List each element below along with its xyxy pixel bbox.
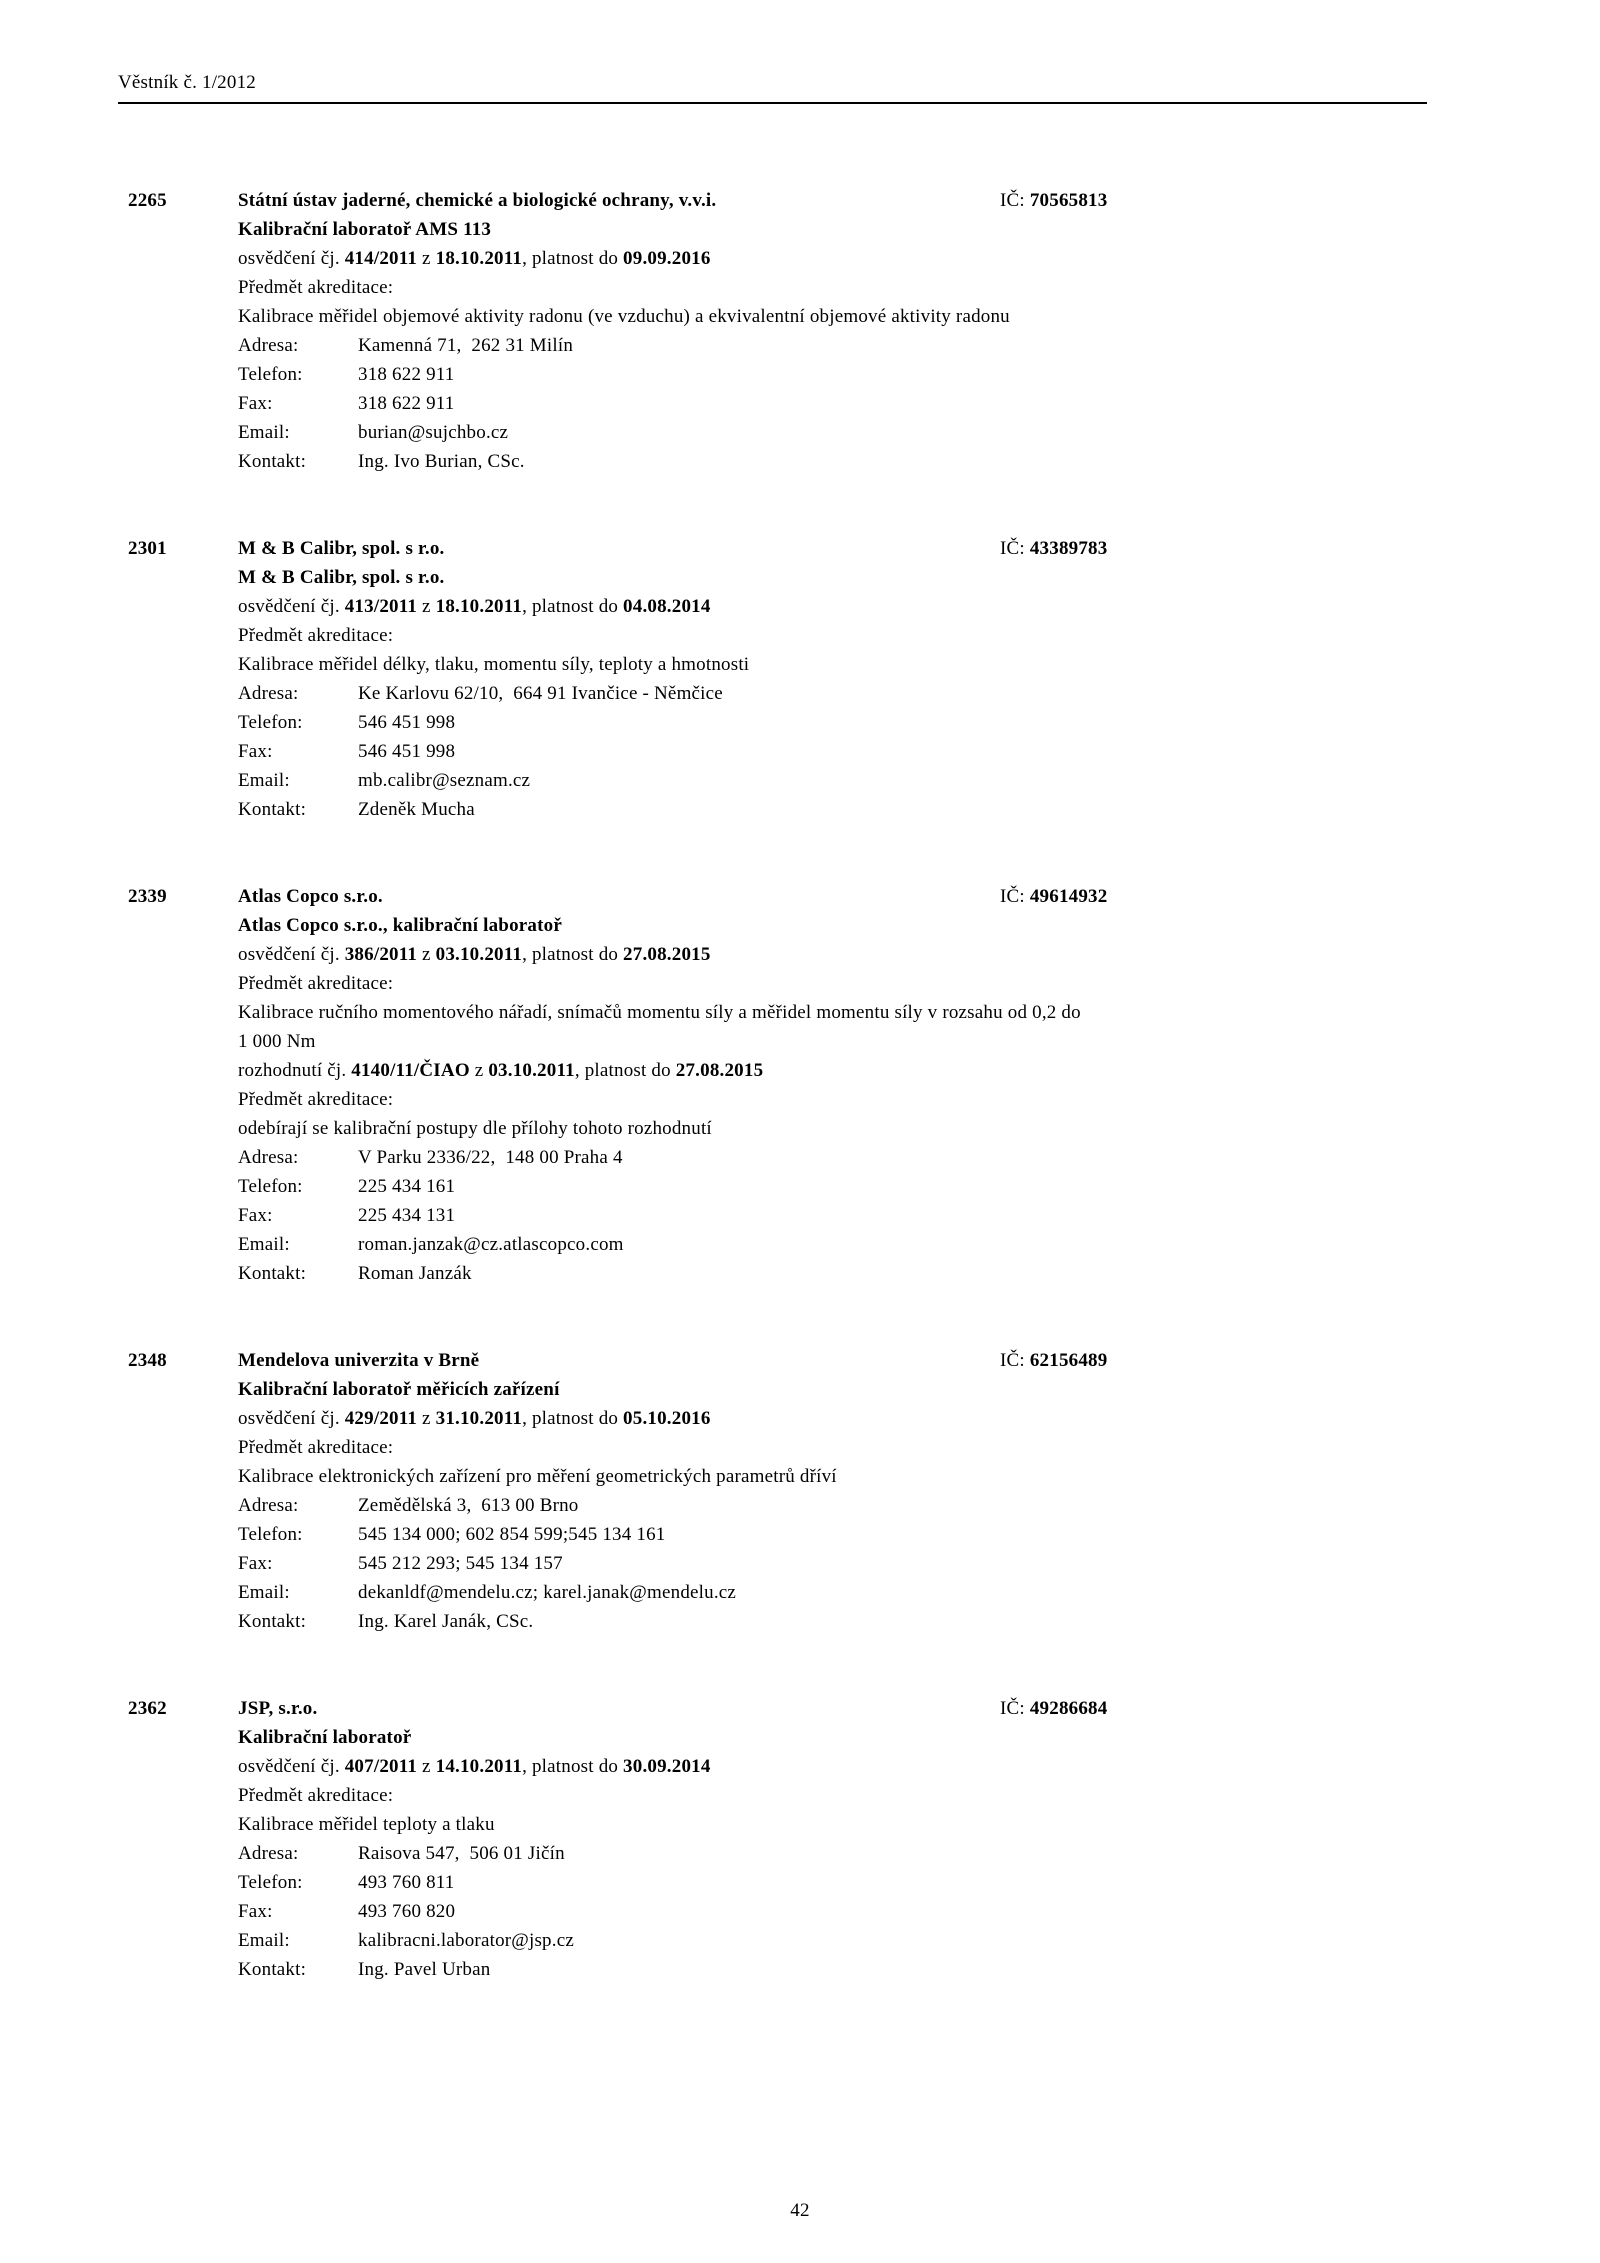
certificate-line bbox=[238, 592, 1488, 621]
detail-row bbox=[238, 1230, 1488, 1259]
subject-lines bbox=[238, 1462, 1488, 1491]
cert-number: 429/2011 bbox=[344, 1408, 418, 1429]
detail-value: 545 212 293; 545 134 157 bbox=[358, 1553, 563, 1574]
organization-name: Atlas Copco s.r.o. bbox=[238, 886, 383, 907]
detail-label: Adresa: bbox=[238, 683, 299, 704]
detail-label: Fax: bbox=[238, 741, 273, 762]
certificate-line bbox=[238, 1404, 1488, 1433]
cert-connector-z: z bbox=[417, 1408, 436, 1429]
detail-value: 545 134 000; 602 854 599;545 134 161 bbox=[358, 1524, 666, 1545]
registry-entry bbox=[128, 1346, 1488, 1636]
certificates bbox=[238, 1404, 1488, 1491]
cert-date: 18.10.2011 bbox=[435, 248, 523, 269]
registry-entry bbox=[128, 882, 1488, 1288]
detail-value: 546 451 998 bbox=[358, 741, 456, 762]
ic-value: 49614932 bbox=[1029, 886, 1108, 907]
detail-row bbox=[238, 418, 1488, 447]
detail-value: Roman Janzák bbox=[358, 1263, 472, 1284]
detail-value: 225 434 131 bbox=[358, 1205, 456, 1226]
cert-connector-z: z bbox=[417, 596, 436, 617]
entry-id: 2265 bbox=[128, 190, 167, 211]
detail-row bbox=[238, 1259, 1488, 1288]
detail-value: roman.janzak@cz.atlascopco.com bbox=[358, 1234, 624, 1255]
cert-prefix: osvědčení čj. bbox=[238, 248, 345, 269]
company-id bbox=[1000, 882, 1107, 911]
subject-lines bbox=[238, 302, 1488, 331]
detail-row bbox=[238, 1143, 1488, 1172]
page-header bbox=[118, 68, 1427, 104]
ic-label: IČ: bbox=[1000, 1350, 1030, 1371]
ic-value: 43389783 bbox=[1029, 538, 1108, 559]
registry-entry bbox=[128, 534, 1488, 824]
subject-line: Kalibrace ručního momentového nářadí, snímačů momentu síly a měřidel momentu síly v rozsahu od 0,2 do bbox=[238, 1002, 1081, 1023]
cert-number: 4140/11/ČIAO bbox=[351, 1060, 470, 1081]
detail-row bbox=[238, 1839, 1488, 1868]
cert-number: 414/2011 bbox=[344, 248, 418, 269]
detail-label: Email: bbox=[238, 422, 290, 443]
company-id bbox=[1000, 534, 1107, 563]
cert-date: 14.10.2011 bbox=[435, 1756, 523, 1777]
subject-lines bbox=[238, 998, 1488, 1056]
certificates bbox=[238, 592, 1488, 679]
detail-value: Ing. Ivo Burian, CSc. bbox=[358, 451, 525, 472]
detail-value: Ing. Karel Janák, CSc. bbox=[358, 1611, 534, 1632]
ic-label: IČ: bbox=[1000, 886, 1030, 907]
header-title: Věstník č. 1/2012 bbox=[118, 72, 256, 93]
company-id bbox=[1000, 186, 1107, 215]
subject-line: Kalibrace elektronických zařízení pro měření geometrických parametrů dříví bbox=[238, 1466, 837, 1487]
detail-value: V Parku 2336/22, 148 00 Praha 4 bbox=[358, 1147, 623, 1168]
detail-row bbox=[238, 1172, 1488, 1201]
cert-number: 386/2011 bbox=[344, 944, 418, 965]
detail-row bbox=[238, 1520, 1488, 1549]
detail-value: burian@sujchbo.cz bbox=[358, 422, 509, 443]
certificate-line bbox=[238, 940, 1488, 969]
detail-row bbox=[238, 737, 1488, 766]
detail-row bbox=[238, 708, 1488, 737]
detail-row bbox=[238, 1926, 1488, 1955]
detail-value: Ing. Pavel Urban bbox=[358, 1959, 491, 1980]
ic-label: IČ: bbox=[1000, 1698, 1030, 1719]
detail-label: Kontakt: bbox=[238, 1959, 307, 1980]
detail-row bbox=[238, 795, 1488, 824]
cert-connector-z: z bbox=[417, 248, 436, 269]
detail-value: Zemědělská 3, 613 00 Brno bbox=[358, 1495, 579, 1516]
ic-value: 62156489 bbox=[1029, 1350, 1108, 1371]
certificate-line bbox=[238, 1752, 1488, 1781]
certificate-line bbox=[238, 1056, 1488, 1085]
detail-row bbox=[238, 1607, 1488, 1636]
cert-valid-until: 05.10.2016 bbox=[623, 1408, 711, 1429]
cert-connector-validity: , platnost do bbox=[522, 248, 624, 269]
subject-line: 1 000 Nm bbox=[238, 1031, 316, 1052]
detail-row bbox=[238, 360, 1488, 389]
detail-label: Telefon: bbox=[238, 364, 303, 385]
ic-label: IČ: bbox=[1000, 538, 1030, 559]
detail-value: 493 760 820 bbox=[358, 1901, 456, 1922]
laboratory-name: Kalibrační laboratoř AMS 113 bbox=[238, 219, 492, 240]
detail-value: 318 622 911 bbox=[358, 393, 455, 414]
cert-prefix: osvědčení čj. bbox=[238, 596, 345, 617]
cert-prefix: rozhodnutí čj. bbox=[238, 1060, 352, 1081]
subject-label: Předmět akreditace: bbox=[238, 1437, 394, 1458]
certificate-block bbox=[238, 1404, 1488, 1491]
detail-row bbox=[238, 1201, 1488, 1230]
detail-label: Adresa: bbox=[238, 1843, 299, 1864]
cert-connector-z: z bbox=[417, 944, 436, 965]
certificate-block bbox=[238, 1056, 1488, 1143]
detail-label: Kontakt: bbox=[238, 1611, 307, 1632]
detail-label: Fax: bbox=[238, 1553, 273, 1574]
detail-row bbox=[238, 331, 1488, 360]
detail-label: Email: bbox=[238, 770, 290, 791]
detail-value: kalibracni.laborator@jsp.cz bbox=[358, 1930, 574, 1951]
certificate-block bbox=[238, 1752, 1488, 1839]
detail-label: Telefon: bbox=[238, 1872, 303, 1893]
laboratory-name: Kalibrační laboratoř bbox=[238, 1727, 412, 1748]
certificates bbox=[238, 244, 1488, 331]
detail-value: 493 760 811 bbox=[358, 1872, 455, 1893]
entry-id: 2339 bbox=[128, 886, 167, 907]
detail-label: Fax: bbox=[238, 393, 273, 414]
cert-connector-validity: , platnost do bbox=[522, 596, 624, 617]
cert-date: 03.10.2011 bbox=[435, 944, 523, 965]
detail-label: Kontakt: bbox=[238, 451, 307, 472]
detail-value: Ke Karlovu 62/10, 664 91 Ivančice - Němčice bbox=[358, 683, 723, 704]
cert-connector-validity: , platnost do bbox=[522, 1756, 624, 1777]
details bbox=[238, 331, 1488, 476]
subject-label: Předmět akreditace: bbox=[238, 973, 394, 994]
detail-value: Raisova 547, 506 01 Jičín bbox=[358, 1843, 565, 1864]
detail-label: Email: bbox=[238, 1582, 290, 1603]
detail-row bbox=[238, 1897, 1488, 1926]
cert-valid-until: 30.09.2014 bbox=[623, 1756, 711, 1777]
subject-label: Předmět akreditace: bbox=[238, 277, 394, 298]
subject-lines bbox=[238, 1114, 1488, 1143]
organization-name: M & B Calibr, spol. s r.o. bbox=[238, 538, 445, 559]
detail-row bbox=[238, 447, 1488, 476]
detail-value: Kamenná 71, 262 31 Milín bbox=[358, 335, 574, 356]
cert-connector-z: z bbox=[417, 1756, 436, 1777]
certificates bbox=[238, 940, 1488, 1143]
subject-lines bbox=[238, 1810, 1488, 1839]
ic-label: IČ: bbox=[1000, 190, 1030, 211]
entries-list bbox=[128, 186, 1488, 1984]
detail-label: Adresa: bbox=[238, 1495, 299, 1516]
cert-connector-validity: , platnost do bbox=[522, 944, 624, 965]
details bbox=[238, 1839, 1488, 1984]
cert-connector-validity: , platnost do bbox=[522, 1408, 624, 1429]
details bbox=[238, 1143, 1488, 1288]
cert-date: 18.10.2011 bbox=[435, 596, 523, 617]
cert-number: 413/2011 bbox=[344, 596, 418, 617]
detail-label: Fax: bbox=[238, 1205, 273, 1226]
subject-line: Kalibrace měřidel objemové aktivity radonu (ve vzduchu) a ekvivalentní objemové aktivity radonu bbox=[238, 306, 1010, 327]
subject-line: Kalibrace měřidel délky, tlaku, momentu síly, teploty a hmotnosti bbox=[238, 654, 750, 675]
detail-row bbox=[238, 1549, 1488, 1578]
detail-label: Fax: bbox=[238, 1901, 273, 1922]
detail-label: Adresa: bbox=[238, 1147, 299, 1168]
detail-value: 546 451 998 bbox=[358, 712, 456, 733]
company-id bbox=[1000, 1694, 1107, 1723]
registry-entry bbox=[128, 186, 1488, 476]
detail-value: Zdeněk Mucha bbox=[358, 799, 475, 820]
detail-row bbox=[238, 1491, 1488, 1520]
entry-id: 2301 bbox=[128, 538, 167, 559]
detail-value: 225 434 161 bbox=[358, 1176, 456, 1197]
entry-id: 2362 bbox=[128, 1698, 167, 1719]
cert-connector-z: z bbox=[469, 1060, 489, 1081]
cert-valid-until: 27.08.2015 bbox=[623, 944, 711, 965]
registry-entry bbox=[128, 1694, 1488, 1984]
detail-label: Kontakt: bbox=[238, 1263, 307, 1284]
laboratory-name: Atlas Copco s.r.o., kalibrační laboratoř bbox=[238, 915, 562, 936]
details bbox=[238, 679, 1488, 824]
ic-value: 70565813 bbox=[1029, 190, 1108, 211]
organization-name: Mendelova univerzita v Brně bbox=[238, 1350, 480, 1371]
detail-row bbox=[238, 1955, 1488, 1984]
certificate-line bbox=[238, 244, 1488, 273]
organization-name: JSP, s.r.o. bbox=[238, 1698, 318, 1719]
page-footer bbox=[0, 2196, 1600, 2225]
cert-prefix: osvědčení čj. bbox=[238, 944, 345, 965]
certificate-block bbox=[238, 244, 1488, 331]
laboratory-name: M & B Calibr, spol. s r.o. bbox=[238, 567, 445, 588]
cert-prefix: osvědčení čj. bbox=[238, 1756, 345, 1777]
entry-id: 2348 bbox=[128, 1350, 167, 1371]
detail-row bbox=[238, 1578, 1488, 1607]
detail-row bbox=[238, 389, 1488, 418]
subject-label: Předmět akreditace: bbox=[238, 1089, 394, 1110]
detail-row bbox=[238, 1868, 1488, 1897]
detail-label: Email: bbox=[238, 1234, 290, 1255]
ic-value: 49286684 bbox=[1029, 1698, 1108, 1719]
detail-label: Adresa: bbox=[238, 335, 299, 356]
cert-valid-until: 27.08.2015 bbox=[675, 1060, 764, 1081]
detail-value: 318 622 911 bbox=[358, 364, 455, 385]
cert-valid-until: 09.09.2016 bbox=[623, 248, 711, 269]
organization-name: Státní ústav jaderné, chemické a biologické ochrany, v.v.i. bbox=[238, 190, 717, 211]
subject-lines bbox=[238, 650, 1488, 679]
cert-connector-validity: , platnost do bbox=[574, 1060, 676, 1081]
detail-row bbox=[238, 679, 1488, 708]
subject-line: odebírají se kalibrační postupy dle přílohy tohoto rozhodnutí bbox=[238, 1118, 712, 1139]
detail-label: Kontakt: bbox=[238, 799, 307, 820]
certificate-block bbox=[238, 940, 1488, 1056]
laboratory-name: Kalibrační laboratoř měřicích zařízení bbox=[238, 1379, 560, 1400]
cert-valid-until: 04.08.2014 bbox=[623, 596, 711, 617]
detail-row bbox=[238, 766, 1488, 795]
details bbox=[238, 1491, 1488, 1636]
detail-label: Telefon: bbox=[238, 712, 303, 733]
subject-label: Předmět akreditace: bbox=[238, 625, 394, 646]
detail-value: dekanldf@mendelu.cz; karel.janak@mendelu.cz bbox=[358, 1582, 737, 1603]
detail-label: Email: bbox=[238, 1930, 290, 1951]
detail-label: Telefon: bbox=[238, 1176, 303, 1197]
company-id bbox=[1000, 1346, 1107, 1375]
detail-label: Telefon: bbox=[238, 1524, 303, 1545]
certificates bbox=[238, 1752, 1488, 1839]
subject-line: Kalibrace měřidel teploty a tlaku bbox=[238, 1814, 495, 1835]
subject-label: Předmět akreditace: bbox=[238, 1785, 394, 1806]
detail-value: mb.calibr@seznam.cz bbox=[358, 770, 531, 791]
cert-date: 31.10.2011 bbox=[435, 1408, 523, 1429]
cert-prefix: osvědčení čj. bbox=[238, 1408, 345, 1429]
cert-number: 407/2011 bbox=[344, 1756, 418, 1777]
page-number: 42 bbox=[790, 2200, 810, 2221]
cert-date: 03.10.2011 bbox=[488, 1060, 575, 1081]
certificate-block bbox=[238, 592, 1488, 679]
